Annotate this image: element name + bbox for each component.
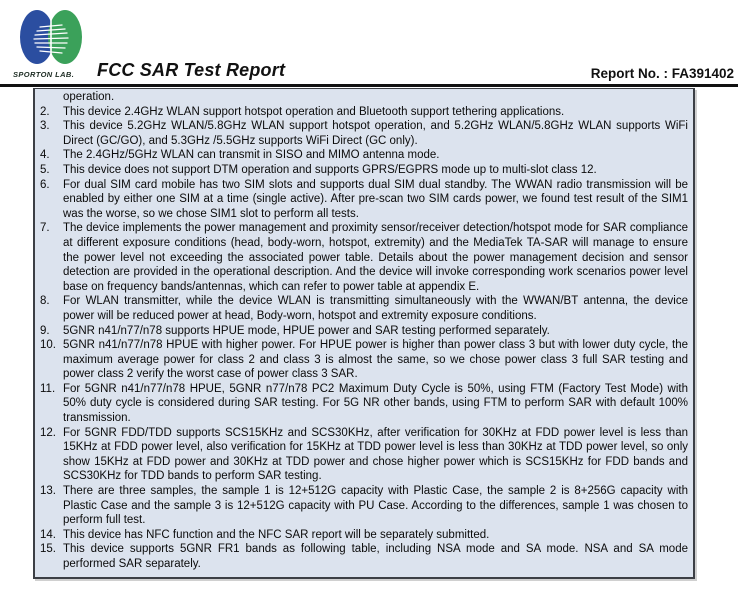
note-item bbox=[39, 528, 688, 543]
note-number: 6. bbox=[40, 178, 50, 191]
note-text: This device 2.4GHz WLAN support hotspot operation and Bluetooth support tethering applications. bbox=[63, 105, 565, 118]
note-text: This device supports 5GNR FR1 bands as following table, including NSA mode and SA mode. NSA and SA mode performed SAR separately. bbox=[63, 543, 688, 570]
notes-box bbox=[33, 88, 695, 579]
note-item bbox=[39, 426, 688, 484]
note-number: 11. bbox=[40, 382, 56, 395]
note-number: 14. bbox=[40, 528, 56, 541]
note-text: 5GNR n41/n77/n78 supports HPUE mode, HPUE power and SAR testing performed separately. bbox=[63, 324, 550, 337]
note-number: 15. bbox=[40, 543, 56, 556]
note-text: 5GNR n41/n77/n78 HPUE with higher power. For HPUE power is higher than power class 3 but with lower duty cycle, the maximum average power for class 2 and class 3 is almost the same, so we chose power class 3 full SAR testing and power class 2 verify the worst case of power class 3 SAR. bbox=[63, 339, 688, 381]
note-number: 12. bbox=[40, 426, 56, 439]
note-text: This device does not support DTM operation and supports GPRS/EGPRS mode up to multi-slot class 12. bbox=[63, 163, 597, 176]
note-item bbox=[39, 178, 688, 222]
note-item bbox=[39, 148, 688, 163]
report-header bbox=[0, 0, 738, 84]
note-number: 9. bbox=[40, 324, 50, 337]
note-number: 13. bbox=[40, 485, 56, 498]
report-number: Report No. : FA391402 bbox=[590, 66, 734, 81]
note-item bbox=[39, 324, 688, 339]
note-text: This device has NFC function and the NFC SAR report will be separately submitted. bbox=[63, 528, 490, 541]
note-item bbox=[39, 90, 688, 105]
note-number: 8. bbox=[40, 295, 50, 308]
note-text: There are three samples, the sample 1 is 12+512G capacity with Plastic Case, the sample 2 is 8+256G capacity with Plastic Case and the sample 3 is 12+512G capacity with PU Case. According to the differences, sample 1 was chosen to perform full test. bbox=[63, 485, 688, 527]
note-text: For dual SIM card mobile has two SIM slots and supports dual SIM dual standby. The WWAN radio transmission will be enabled by either one SIM at a time (single active). After pre-scan two SIM cards power, we found test result of the SIM1 was the worse, so we chose SIM1 slot to perform all tests. bbox=[63, 178, 688, 220]
note-text: This device 5.2GHz WLAN/5.8GHz WLAN support hotspot operation, and 5.2GHz WLAN/5.8GHz WLAN supports WiFi Direct (GC/GO), and 5.3GHz /5.5GHz supports WiFi Direct (GC only). bbox=[63, 120, 688, 147]
note-item bbox=[39, 338, 688, 382]
note-text: For 5GNR FDD/TDD supports SCS15KHz and SCS30KHz, after verification for 30KHz at FDD power level is less than 15KHz at FDD power level, also verification for 15KHz at TDD power level is less than 30KHz at TDD power level, so only show 15KHz at FDD power and 30KHz at TDD power and chose higher power which is SCS15KHz for FDD bands and SCS30KHz for TDD bands to perform SAR testing. bbox=[63, 426, 688, 483]
note-item bbox=[39, 119, 688, 148]
page-title: FCC SAR Test Report bbox=[97, 60, 286, 80]
note-text: For 5GNR n41/n77/n78 HPUE, 5GNR n77/n78 PC2 Maximum Duty Cycle is 50%, using FTM (Factory Test Mode) with 50% duty cycle is considered during SAR testing. For 5G NR other bands, using FTM to perform SAR with default 100% transmission. bbox=[63, 382, 688, 425]
note-item bbox=[39, 484, 688, 528]
note-item bbox=[39, 542, 688, 571]
sporton-lab-logo-icon bbox=[10, 7, 96, 83]
note-number: 10. bbox=[40, 339, 56, 352]
note-item bbox=[39, 163, 688, 178]
note-item bbox=[39, 221, 688, 294]
note-number: 3. bbox=[40, 120, 50, 133]
note-item bbox=[39, 294, 688, 323]
note-number: 4. bbox=[40, 149, 50, 162]
logo-text: SPORTON LAB. bbox=[13, 70, 75, 79]
note-item bbox=[39, 382, 688, 426]
note-number: 5. bbox=[40, 163, 50, 176]
note-number: 7. bbox=[40, 222, 50, 235]
header-rule bbox=[0, 84, 738, 87]
note-text: The device implements the power management and proximity sensor/receiver detection/hotspot mode for SAR compliance at different exposure conditions (head, body-worn, hotspot, extremity) and the MediaTek TA-SAR will manage to ensure the power level not exceeding the associated power table. Details about the power management decision and sensor detection are provided in the operational description. And the device will invoke corresponding work scenarios power level base on frequency bands/antennas, which can refer to power table at appendix E. bbox=[63, 222, 688, 293]
note-text: For WLAN transmitter, while the device WLAN is transmitting simultaneously with the WWAN/BT antenna, the device power will be reduced power at head, Body-worn, hotspot and extremity exposure conditions. bbox=[63, 295, 688, 322]
note-text: The 2.4GHz/5GHz WLAN can transmit in SISO and MIMO antenna mode. bbox=[63, 149, 440, 162]
note-text: operation. bbox=[63, 91, 115, 103]
note-number: 2. bbox=[40, 105, 50, 118]
note-item bbox=[39, 105, 688, 120]
